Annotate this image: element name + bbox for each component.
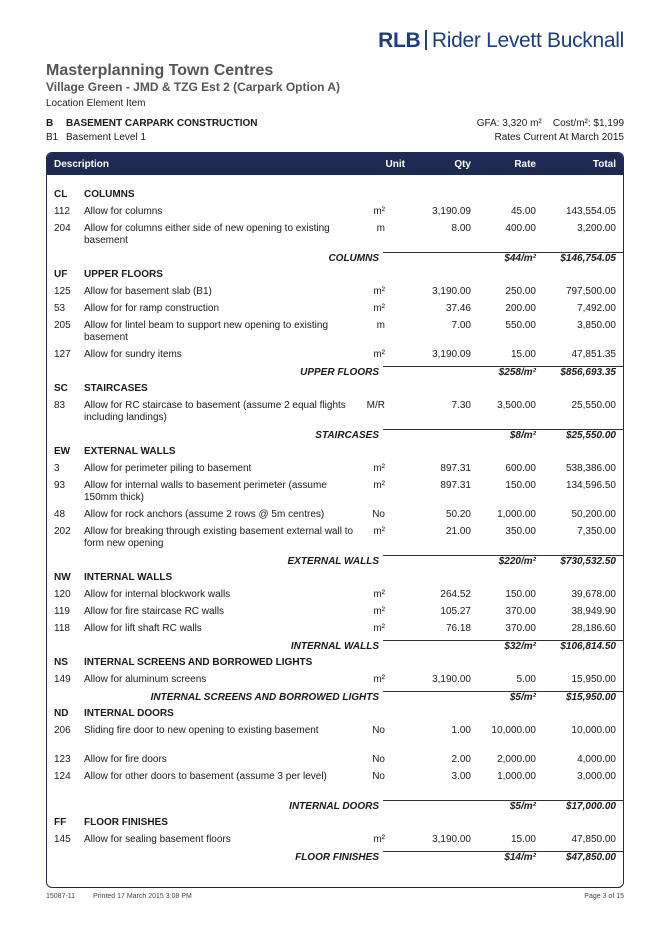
group-code: NW	[54, 572, 71, 583]
item-qty: 3.00	[451, 771, 471, 782]
subtotal-label: STAIRCASES	[315, 430, 379, 441]
item-qty: 7.30	[451, 400, 471, 411]
item-description: Allow for basement slab (B1)	[84, 286, 212, 297]
item-unit: m²	[373, 206, 385, 217]
item-rate: 1,000.00	[497, 509, 536, 520]
item-code: 3	[54, 463, 60, 474]
item-qty: 897.31	[440, 480, 471, 491]
group-code: EW	[54, 446, 71, 457]
group-name: FLOOR FINISHES	[84, 817, 168, 828]
item-unit: m²	[373, 526, 385, 537]
item-rate: 550.00	[505, 320, 536, 331]
item-unit: m²	[373, 286, 385, 297]
subtotal-total: $146,754.05	[560, 253, 616, 264]
section-heading	[46, 118, 257, 129]
item-qty: 1.00	[451, 725, 471, 736]
item-code: 149	[54, 674, 71, 685]
item-unit: m	[376, 320, 385, 331]
item-rate: 200.00	[505, 303, 536, 314]
subtotal-total: $15,950.00	[565, 692, 616, 703]
item-qty: 3,190.09	[432, 349, 471, 360]
item-rate: 1,000.00	[497, 771, 536, 782]
item-description: Allow for breaking through existing basement external wall to form new opening	[84, 526, 354, 549]
group-code: UF	[54, 269, 68, 280]
item-rate: 5.00	[516, 674, 536, 685]
company-logo	[378, 29, 624, 53]
table-row	[47, 480, 623, 509]
subtotal-total: $106,814.50	[560, 641, 616, 652]
group-heading	[47, 269, 623, 286]
item-rate: 10,000.00	[491, 725, 536, 736]
table-row	[47, 303, 623, 320]
table-row	[47, 320, 623, 349]
subtotal-total: $856,693.35	[560, 367, 616, 378]
item-unit: No	[372, 725, 385, 736]
subtotal-rate: $32/m²	[504, 641, 536, 652]
item-total: 47,851.35	[571, 349, 616, 360]
group-heading	[47, 446, 623, 463]
item-unit: m²	[373, 303, 385, 314]
item-code: 205	[54, 320, 71, 331]
item-unit: No	[372, 754, 385, 765]
group-name: COLUMNS	[84, 189, 135, 200]
subtotal-total: $25,550.00	[565, 430, 616, 441]
subtotal-row	[47, 366, 623, 383]
subtotal-rate: $44/m²	[504, 253, 536, 264]
logo-name: Rider Levett Bucknall	[431, 29, 624, 52]
table-row	[47, 623, 623, 640]
item-qty: 897.31	[440, 463, 471, 474]
item-rate: 350.00	[505, 526, 536, 537]
rates-date: Rates Current At March 2015	[494, 132, 624, 143]
item-code: 124	[54, 771, 71, 782]
table-row	[47, 526, 623, 555]
item-qty: 50.20	[445, 509, 471, 520]
item-description: Sliding fire door to new opening to existing basement	[84, 725, 319, 736]
header-rate: Rate	[514, 159, 536, 170]
location-label: Location Element Item	[46, 98, 146, 109]
item-rate: 250.00	[505, 286, 536, 297]
subtotal-label: COLUMNS	[328, 253, 379, 264]
item-description: Allow for columns either side of new opening to existing basement	[84, 223, 330, 246]
item-unit: m²	[373, 589, 385, 600]
item-total: 15,950.00	[571, 674, 616, 685]
item-qty: 3,190.00	[432, 674, 471, 685]
item-rate: 15.00	[510, 834, 536, 845]
item-unit: m²	[373, 834, 385, 845]
item-description: Allow for columns	[84, 206, 163, 217]
item-rate: 150.00	[505, 589, 536, 600]
item-qty: 7.00	[451, 320, 471, 331]
item-code: 93	[54, 480, 66, 491]
subtotal-label: INTERNAL WALLS	[290, 641, 379, 652]
table-row	[47, 589, 623, 606]
item-code: 202	[54, 526, 71, 537]
item-description: Allow for lift shaft RC walls	[84, 623, 202, 634]
subtotal-label: UPPER FLOORS	[300, 367, 379, 378]
report-subtitle: Village Green - JMD & TZG Est 2 (Carpark Option A)	[46, 80, 341, 94]
item-rate: 150.00	[505, 480, 536, 491]
table-row	[47, 206, 623, 223]
item-total: 3,000.00	[577, 771, 616, 782]
group-heading	[47, 383, 623, 400]
item-description: Allow for for ramp construction	[84, 303, 220, 314]
item-code: 120	[54, 589, 71, 600]
item-unit: m²	[373, 349, 385, 360]
item-total: 47,850.00	[571, 834, 616, 845]
item-description: Allow for internal walls to basement perimeter (assume 150mm thick)	[84, 480, 327, 503]
item-rate: 2,000.00	[497, 754, 536, 765]
footer-printed: Printed 17 March 2015 3:08 PM	[93, 893, 192, 900]
item-rate: 600.00	[505, 463, 536, 474]
table-row	[47, 286, 623, 303]
item-total: 538,386.00	[565, 463, 616, 474]
subsection-name: Basement Level 1	[66, 132, 147, 143]
group-name: INTERNAL DOORS	[84, 708, 174, 719]
item-total: 7,350.00	[577, 526, 616, 537]
group-heading	[47, 189, 623, 206]
item-total: 134,596.50	[565, 480, 616, 491]
subtotal-row	[47, 800, 623, 817]
item-qty: 2.00	[451, 754, 471, 765]
item-unit: m²	[373, 606, 385, 617]
item-unit: m	[376, 223, 385, 234]
item-rate: 400.00	[505, 223, 536, 234]
header-total: Total	[592, 159, 616, 170]
item-code: 118	[54, 623, 70, 634]
report-title: Masterplanning Town Centres	[46, 62, 274, 79]
subtotal-total: $17,000.00	[565, 801, 616, 812]
item-total: 39,678.00	[571, 589, 616, 600]
subtotal-label: INTERNAL SCREENS AND BORROWED LIGHTS	[150, 692, 379, 703]
item-unit: m²	[373, 674, 385, 685]
subsection-code: B1	[46, 132, 59, 143]
subtotal-total: $47,850.00	[565, 852, 616, 863]
item-code: 206	[54, 725, 71, 736]
item-code: 53	[54, 303, 66, 314]
table-row	[47, 754, 623, 771]
header-description: Description	[54, 159, 110, 170]
group-code: SC	[54, 383, 68, 394]
item-description: Allow for perimeter piling to basement	[84, 463, 252, 474]
table-row	[47, 834, 623, 851]
item-qty: 3,190.00	[432, 834, 471, 845]
subtotal-rate: $220/m²	[498, 556, 536, 567]
subtotal-label: EXTERNAL WALLS	[287, 556, 379, 567]
cost-table	[46, 152, 624, 888]
header-qty: Qty	[454, 159, 471, 170]
item-description: Allow for aluminum screens	[84, 674, 207, 685]
item-description: Allow for lintel beam to support new opening to existing basement	[84, 320, 329, 343]
item-code: 83	[54, 400, 66, 411]
item-total: 10,000.00	[571, 725, 616, 736]
table-row	[47, 400, 623, 429]
group-heading	[47, 572, 623, 589]
item-code: 123	[54, 754, 71, 765]
item-qty: 105.27	[440, 606, 471, 617]
subtotal-label: INTERNAL DOORS	[289, 801, 379, 812]
table-row	[47, 223, 623, 252]
item-qty: 37.46	[445, 303, 471, 314]
logo-divider	[425, 30, 427, 50]
subsection-heading	[46, 132, 146, 143]
item-description: Allow for rock anchors (assume 2 rows @ 5m centres)	[84, 509, 325, 520]
table-row	[47, 463, 623, 480]
table-row	[47, 349, 623, 366]
subtotal-row	[47, 429, 623, 446]
item-qty: 3,190.00	[432, 286, 471, 297]
item-description: Allow for fire staircase RC walls	[84, 606, 225, 617]
item-total: 797,500.00	[565, 286, 616, 297]
item-description: Allow for RC staircase to basement (assume 2 equal flights including landings)	[84, 400, 346, 423]
table-header	[47, 153, 623, 175]
item-code: 112	[54, 206, 70, 217]
item-description: Allow for sundry items	[84, 349, 182, 360]
item-qty: 21.00	[445, 526, 471, 537]
subtotal-row	[47, 851, 623, 868]
section-code: B	[46, 118, 54, 129]
item-unit: No	[372, 509, 385, 520]
table-row	[47, 509, 623, 526]
group-code: NS	[54, 657, 68, 668]
group-name: INTERNAL WALLS	[84, 572, 173, 583]
table-row	[47, 725, 623, 754]
header-unit: Unit	[385, 159, 405, 170]
item-rate: 15.00	[510, 349, 536, 360]
logo-brand: RLB	[378, 29, 421, 52]
item-description: Allow for sealing basement floors	[84, 834, 231, 845]
item-unit: m²	[373, 480, 385, 491]
table-row	[47, 674, 623, 691]
subtotal-label: FLOOR FINISHES	[295, 852, 379, 863]
subtotal-rate: $5/m²	[509, 801, 536, 812]
item-total: 3,850.00	[577, 320, 616, 331]
item-qty: 3,190.09	[432, 206, 471, 217]
item-total: 25,550.00	[571, 400, 616, 411]
subtotal-row	[47, 555, 623, 572]
item-unit: No	[372, 771, 385, 782]
table-row	[47, 771, 623, 800]
item-description: Allow for other doors to basement (assume 3 per level)	[84, 771, 327, 782]
group-name: INTERNAL SCREENS AND BORROWED LIGHTS	[84, 657, 313, 668]
item-total: 50,200.00	[571, 509, 616, 520]
subtotal-row	[47, 640, 623, 657]
item-rate: 3,500.00	[497, 400, 536, 411]
item-total: 7,492.00	[577, 303, 616, 314]
item-code: 48	[54, 509, 66, 520]
item-total: 4,000.00	[577, 754, 616, 765]
item-rate: 370.00	[505, 606, 536, 617]
item-unit: m²	[373, 463, 385, 474]
item-code: 127	[54, 349, 71, 360]
group-heading	[47, 657, 623, 674]
item-code: 145	[54, 834, 71, 845]
footer-page: Page 3 of 15	[584, 893, 624, 900]
item-rate: 370.00	[505, 623, 536, 634]
group-heading	[47, 708, 623, 725]
subtotal-rate: $258/m²	[498, 367, 536, 378]
item-code: 125	[54, 286, 71, 297]
group-code: CL	[54, 189, 68, 200]
group-code: FF	[54, 817, 67, 828]
item-unit: M/R	[366, 400, 385, 411]
subtotal-rate: $14/m²	[504, 852, 536, 863]
subtotal-rate: $8/m²	[509, 430, 536, 441]
gfa-cost-summary: GFA: 3,320 m² Cost/m²: $1,199	[476, 118, 624, 129]
subtotal-row	[47, 691, 623, 708]
item-qty: 76.18	[445, 623, 471, 634]
item-total: 38,949.90	[571, 606, 616, 617]
item-code: 119	[54, 606, 70, 617]
item-total: 28,186.60	[571, 623, 616, 634]
subtotal-row	[47, 252, 623, 269]
subtotal-rate: $5/m²	[509, 692, 536, 703]
table-row	[47, 606, 623, 623]
item-total: 143,554.05	[565, 206, 616, 217]
item-rate: 45.00	[510, 206, 536, 217]
group-name: UPPER FLOORS	[84, 269, 163, 280]
subtotal-total: $730,532.50	[560, 556, 616, 567]
item-description: Allow for internal blockwork walls	[84, 589, 231, 600]
section-name: BASEMENT CARPARK CONSTRUCTION	[66, 118, 258, 129]
group-code: ND	[54, 708, 69, 719]
item-qty: 8.00	[451, 223, 471, 234]
group-name: EXTERNAL WALLS	[84, 446, 176, 457]
group-name: STAIRCASES	[84, 383, 148, 394]
item-total: 3,200.00	[577, 223, 616, 234]
item-code: 204	[54, 223, 71, 234]
footer-ref: 15087-11	[46, 893, 76, 900]
item-unit: m²	[373, 623, 385, 634]
item-qty: 264.52	[440, 589, 471, 600]
table-body	[47, 175, 623, 868]
group-heading	[47, 817, 623, 834]
item-description: Allow for fire doors	[84, 754, 167, 765]
